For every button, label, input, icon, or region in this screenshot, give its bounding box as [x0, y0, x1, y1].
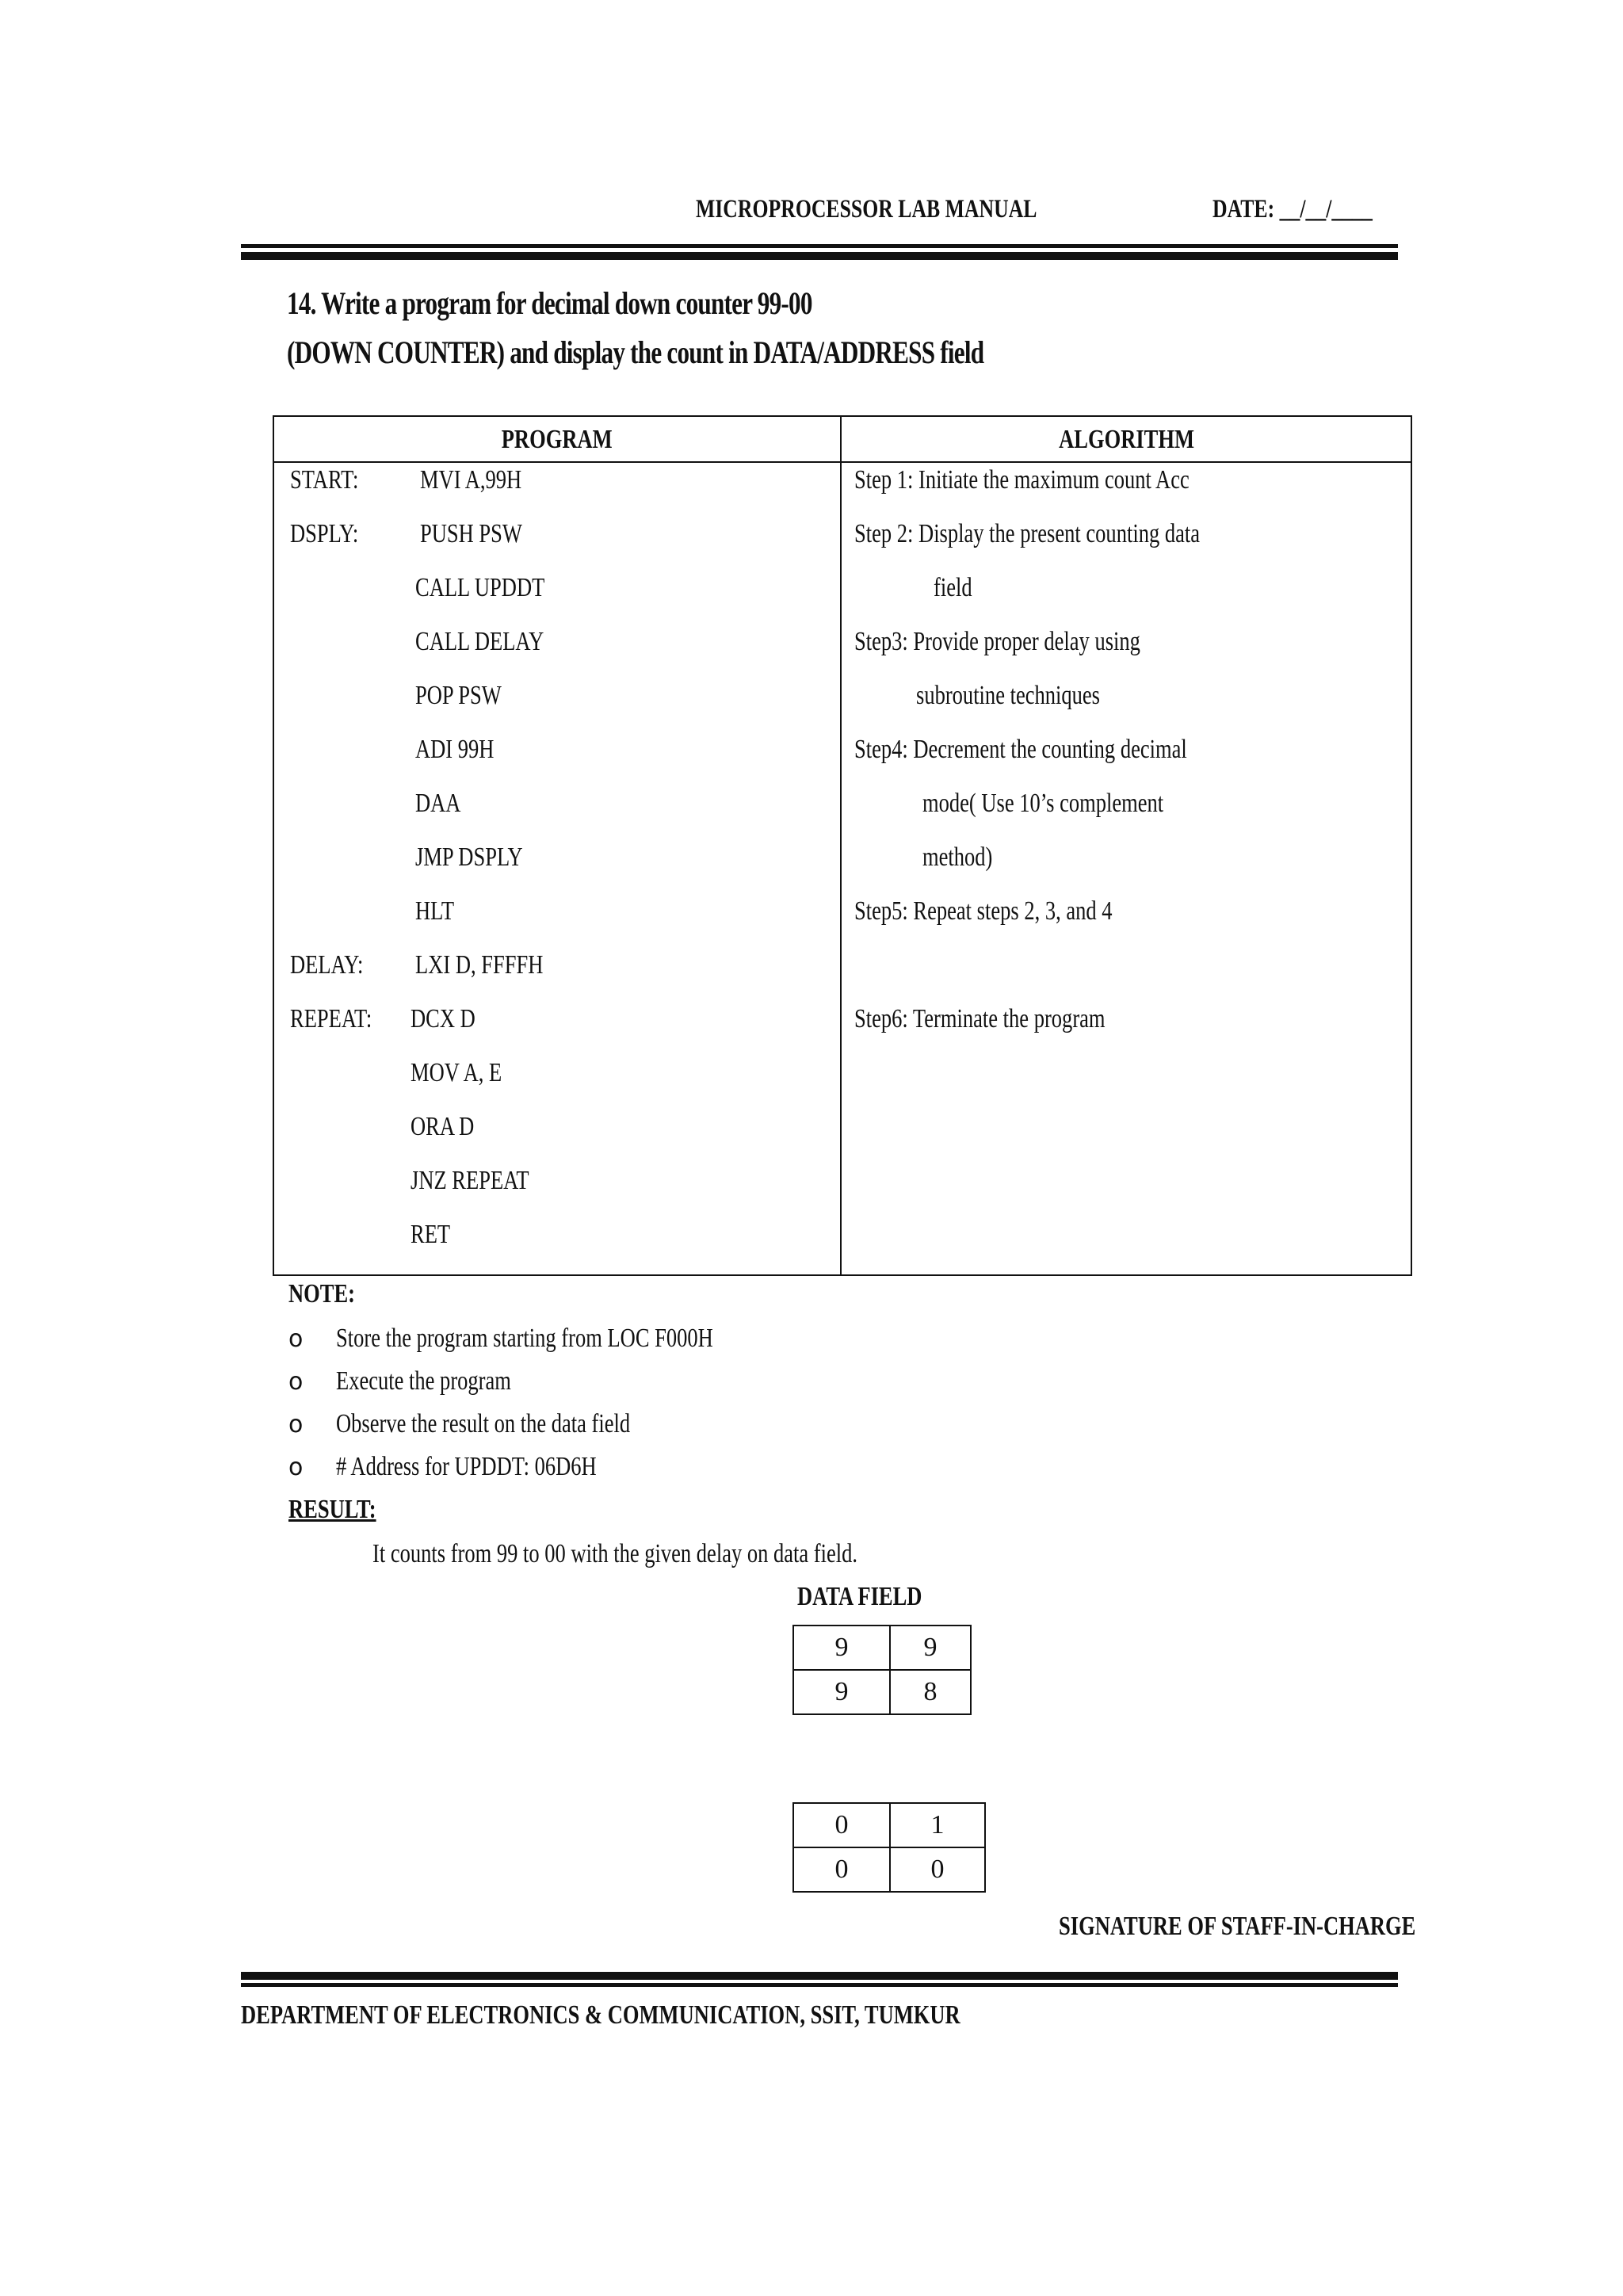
- digit-cell: 8: [890, 1670, 971, 1714]
- digit-cell: 9: [890, 1626, 971, 1670]
- code-line: HLT: [415, 896, 455, 926]
- result-title: RESULT:: [288, 1495, 376, 1524]
- algorithm-step: Step 1: Initiate the maximum count Acc: [854, 465, 1190, 495]
- code-line: MOV A, E: [411, 1058, 502, 1087]
- code-line: ADI 99H: [415, 735, 495, 764]
- header-rule-thick: [241, 244, 1398, 248]
- algorithm-step: Step5: Repeat steps 2, 3, and 4: [854, 896, 1113, 926]
- note-title: NOTE:: [288, 1279, 355, 1308]
- digit-cell: 9: [793, 1626, 890, 1670]
- digit-cell: 1: [890, 1803, 985, 1847]
- grid-row: [793, 1847, 985, 1892]
- algorithm-step: Step 2: Display the present counting data: [854, 519, 1201, 548]
- data-field-title: DATA FIELD: [797, 1582, 922, 1611]
- result-text: It counts from 99 to 00 with the given delay on data field.: [372, 1539, 858, 1568]
- bullet-icon: o: [288, 1368, 304, 1396]
- footer-rule-heavy: [241, 1972, 1398, 1980]
- data-field-grid-initial: [792, 1625, 972, 1715]
- digit-cell: 0: [793, 1803, 890, 1847]
- code-line: DAA: [415, 789, 461, 818]
- algorithm-step: Step4: Decrement the counting decimal: [854, 735, 1187, 764]
- algorithm-step: Step6: Terminate the program: [854, 1004, 1106, 1033]
- header-rule-heavy: [241, 252, 1398, 260]
- digit-cell: 0: [890, 1847, 985, 1892]
- code-line: DELAY: LXI D, FFFFH: [290, 950, 544, 980]
- code-line: DSPLY: PUSH PSW: [290, 519, 522, 548]
- department-footer: DEPARTMENT OF ELECTRONICS & COMMUNICATION, SSIT, TUMKUR: [241, 2000, 960, 2030]
- footer-rule-thick: [241, 1983, 1398, 1987]
- code-line: ORA D: [411, 1112, 475, 1141]
- code-line: JNZ REPEAT: [411, 1166, 529, 1195]
- heading-line-2: (DOWN COUNTER) and display the count in DATA/ADDRESS field: [287, 334, 984, 370]
- date-field: DATE: __/__/____: [1212, 195, 1373, 223]
- staff-signature-label: SIGNATURE OF STAFF-IN-CHARGE: [1059, 1912, 1416, 1941]
- algorithm-step-cont: mode( Use 10’s complement: [922, 789, 1164, 818]
- algorithm-step-cont: subroutine techniques: [916, 681, 1101, 710]
- heading-line-1: 14. Write a program for decimal down counter 99-00: [287, 285, 812, 321]
- bullet-icon: o: [288, 1411, 304, 1438]
- bullet-icon: o: [288, 1325, 304, 1353]
- program-column-header: PROGRAM: [502, 425, 613, 454]
- exercise-heading: [287, 279, 1180, 377]
- header-divider: [274, 461, 1411, 463]
- code-line: CALL DELAY: [415, 627, 544, 656]
- code-line: START: MVI A,99H: [290, 465, 522, 495]
- manual-title: MICROPROCESSOR LAB MANUAL: [696, 195, 1037, 223]
- code-line: REPEAT: DCX D: [290, 1004, 475, 1033]
- program-algorithm-table: [273, 415, 1412, 1276]
- page-header: [241, 195, 1398, 227]
- code-line: POP PSW: [415, 681, 502, 710]
- column-divider: [840, 417, 842, 1274]
- algorithm-step-cont: method): [922, 842, 993, 872]
- digit-cell: 0: [793, 1847, 890, 1892]
- data-field-grid-final: [792, 1802, 986, 1893]
- bullet-icon: o: [288, 1454, 304, 1481]
- algorithm-step-cont: field: [934, 573, 972, 602]
- grid-row: [793, 1670, 971, 1714]
- code-line: RET: [411, 1220, 451, 1249]
- grid-row: [793, 1626, 971, 1670]
- algorithm-step: Step3: Provide proper delay using: [854, 627, 1140, 656]
- algorithm-column-header: ALGORITHM: [1059, 425, 1195, 454]
- code-line: CALL UPDDT: [415, 573, 545, 602]
- code-line: JMP DSPLY: [415, 842, 523, 872]
- digit-cell: 9: [793, 1670, 890, 1714]
- grid-row: [793, 1803, 985, 1847]
